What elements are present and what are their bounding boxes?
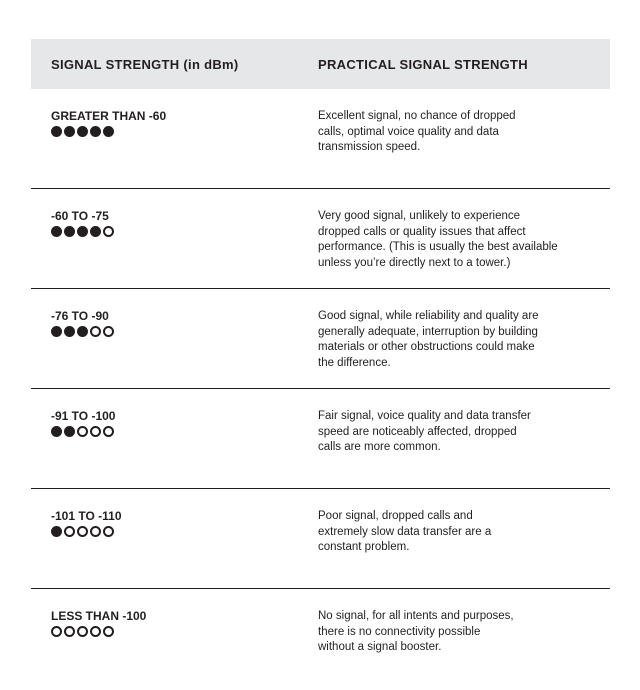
signal-range-label: GREATER THAN -60 xyxy=(51,109,167,123)
description-line: materials or other obstructions could make xyxy=(318,341,535,353)
filled-dot-icon xyxy=(77,226,88,237)
filled-dot-icon xyxy=(51,526,62,537)
description-line: No signal, for all intents and purposes, xyxy=(318,610,514,622)
description-line: Very good signal, unlikely to experience xyxy=(318,210,521,222)
description-line: generally adequate, interruption by building xyxy=(318,325,538,338)
table-row xyxy=(31,389,610,489)
filled-dot-icon xyxy=(64,126,75,137)
empty-dot-icon xyxy=(103,326,114,337)
empty-dot-icon xyxy=(64,526,75,537)
description-line: calls, optimal voice quality and data xyxy=(318,125,499,138)
filled-dot-icon xyxy=(51,426,62,437)
signal-range-label: LESS THAN -100 xyxy=(51,609,147,623)
empty-dot-icon xyxy=(51,626,62,637)
description-line: extremely slow data transfer are a xyxy=(318,525,492,538)
description-line: calls are more common. xyxy=(318,441,441,453)
description-line: Good signal, while reliability and quality are xyxy=(318,310,539,322)
empty-dot-icon xyxy=(77,526,88,537)
signal-description xyxy=(318,309,588,371)
signal-description xyxy=(318,609,588,656)
signal-description xyxy=(318,509,588,556)
description-line: Poor signal, dropped calls and xyxy=(318,510,473,522)
filled-dot-icon xyxy=(77,126,88,137)
signal-description xyxy=(318,109,588,156)
filled-dot-icon xyxy=(90,226,101,237)
description-line: without a signal booster. xyxy=(318,641,442,653)
signal-level-indicator xyxy=(51,326,114,337)
signal-description xyxy=(318,209,588,271)
header-signal-strength-dbm: SIGNAL STRENGTH (in dBm) xyxy=(51,57,239,72)
empty-dot-icon xyxy=(90,526,101,537)
description-line: performance. (This is usually the best available xyxy=(318,241,558,253)
empty-dot-icon xyxy=(64,626,75,637)
signal-range-label: -76 TO -90 xyxy=(51,309,109,323)
table-row xyxy=(31,289,610,389)
empty-dot-icon xyxy=(90,426,101,437)
empty-dot-icon xyxy=(77,426,88,437)
description-line: Excellent signal, no chance of dropped xyxy=(318,110,516,122)
signal-level-indicator xyxy=(51,426,114,437)
table-row xyxy=(31,489,610,589)
empty-dot-icon xyxy=(90,326,101,337)
header-practical-signal-strength: PRACTICAL SIGNAL STRENGTH xyxy=(318,57,528,72)
description-line: Fair signal, voice quality and data transfer xyxy=(318,410,531,422)
filled-dot-icon xyxy=(64,226,75,237)
filled-dot-icon xyxy=(90,126,101,137)
description-line: the difference. xyxy=(318,356,391,369)
signal-strength-table xyxy=(31,39,610,689)
filled-dot-icon xyxy=(103,126,114,137)
empty-dot-icon xyxy=(90,626,101,637)
signal-range-label: -101 TO -110 xyxy=(51,509,122,523)
signal-level-indicator xyxy=(51,626,114,637)
filled-dot-icon xyxy=(64,426,75,437)
empty-dot-icon xyxy=(103,626,114,637)
empty-dot-icon xyxy=(103,526,114,537)
empty-dot-icon xyxy=(103,426,114,437)
table-row xyxy=(31,89,610,189)
signal-level-indicator xyxy=(51,226,114,237)
description-line: transmission speed. xyxy=(318,141,421,153)
signal-description xyxy=(318,409,588,456)
filled-dot-icon xyxy=(77,326,88,337)
signal-level-indicator xyxy=(51,526,114,537)
description-line: dropped calls or quality issues that affect xyxy=(318,225,526,238)
filled-dot-icon xyxy=(51,126,62,137)
description-line: there is no connectivity possible xyxy=(318,625,481,638)
signal-range-label: -60 TO -75 xyxy=(51,209,109,223)
empty-dot-icon xyxy=(77,626,88,637)
filled-dot-icon xyxy=(51,226,62,237)
signal-level-indicator xyxy=(51,126,114,137)
description-line: unless you’re directly next to a tower.) xyxy=(318,256,511,269)
table-body xyxy=(31,89,610,689)
description-line: speed are noticeably affected, dropped xyxy=(318,425,517,438)
signal-range-label: -91 TO -100 xyxy=(51,409,116,423)
filled-dot-icon xyxy=(51,326,62,337)
table-header xyxy=(31,39,610,89)
description-line: constant problem. xyxy=(318,541,410,553)
table-row xyxy=(31,189,610,289)
empty-dot-icon xyxy=(103,226,114,237)
filled-dot-icon xyxy=(64,326,75,337)
table-row xyxy=(31,589,610,689)
